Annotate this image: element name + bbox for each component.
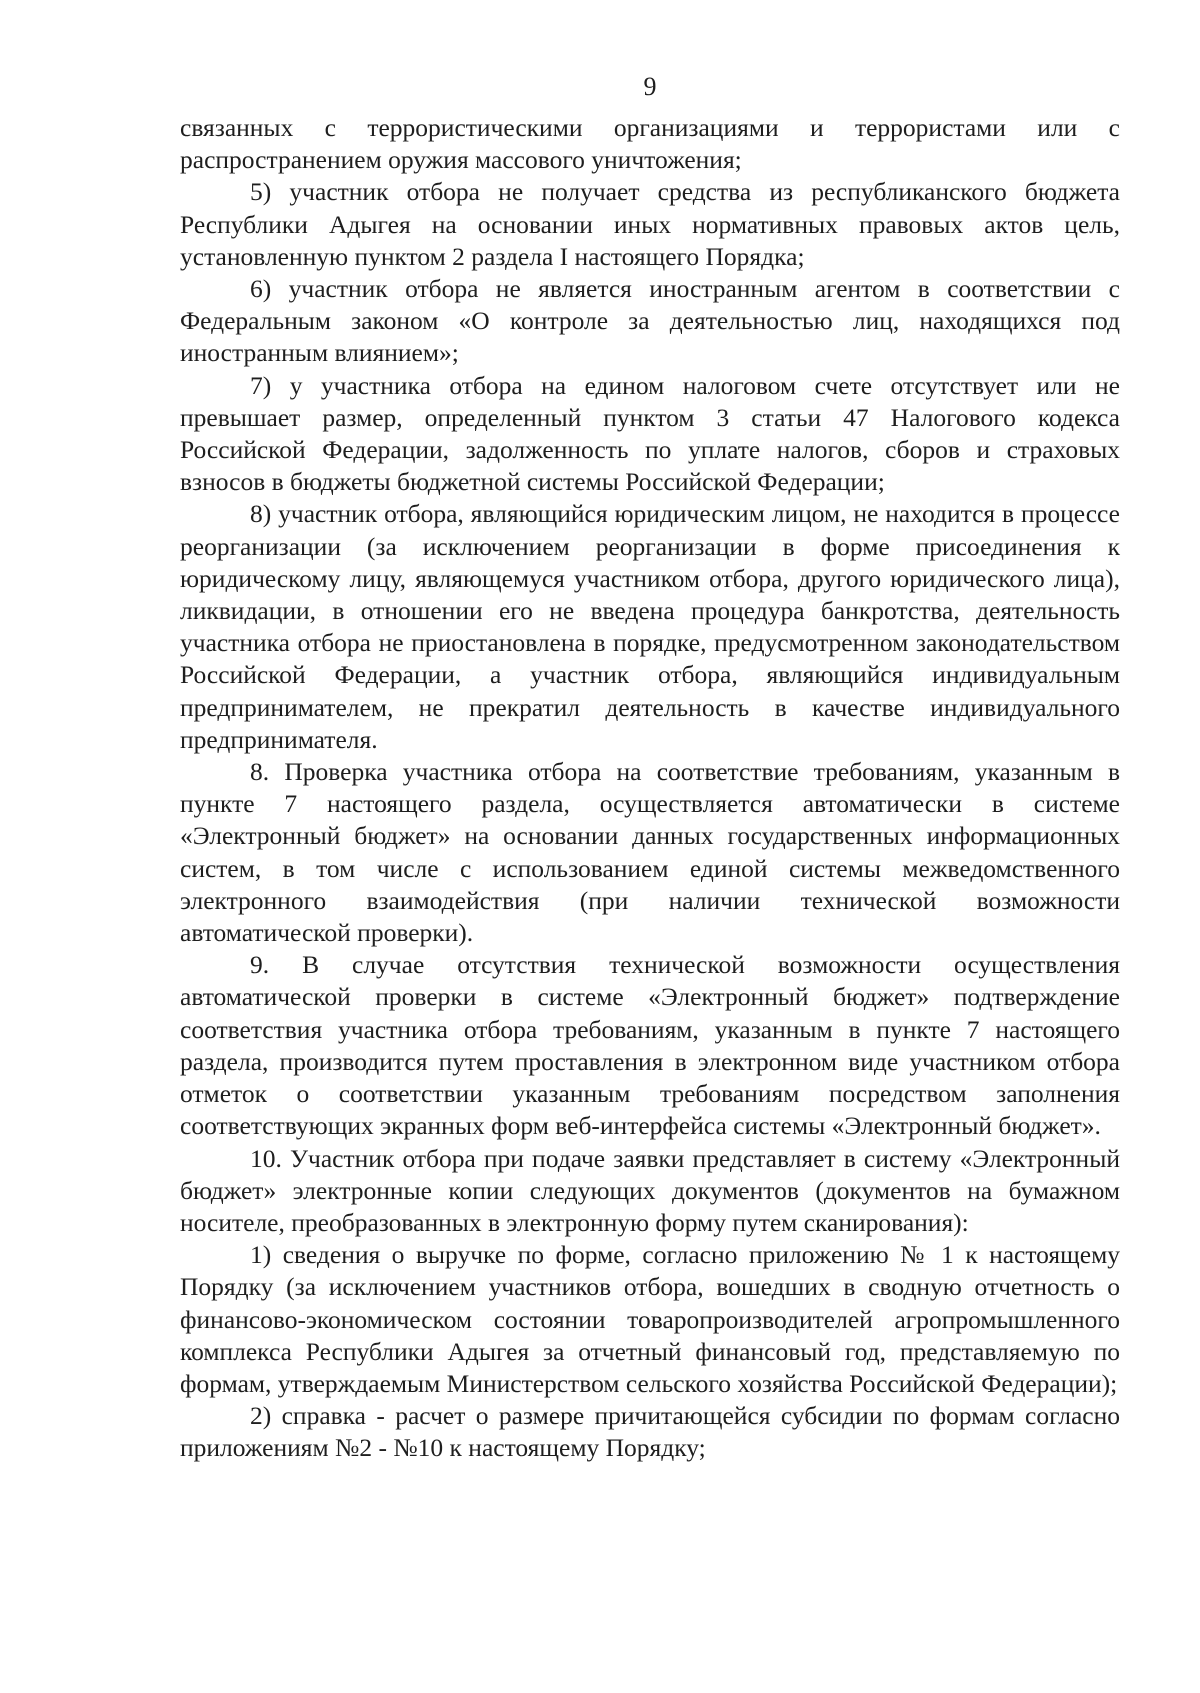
paragraph-item-6: 6) участник отбора не является иностранным агентом в соответствии с Федеральным законом «О контроле за деятельностью лиц, находящихся под иностранным влиянием»; — [180, 274, 1120, 368]
paragraph-item-7: 7) у участника отбора на едином налоговом счете отсутствует или не превышает размер, определенный пунктом 3 статьи 47 Налогового кодекса Российской Федерации, задолженность по уплате налогов, сборов и страховых взносов в бюджеты бюджетной системы Российской Федерации; — [180, 370, 1120, 497]
paragraph-subitem-1: 1) сведения о выручке по форме, согласно приложению № 1 к настоящему Порядку (за исключением участников отбора, вошедших в сводную отчетность о финансово-экономическом состоянии товаропроизводителей агропромышленного комплекса Республики Адыгея за отчетный финансовый год, представляемую по формам, утверждаемым Министерством сельского хозяйства Российской Федерации); — [180, 1240, 1120, 1398]
document-page — [180, 70, 1120, 1465]
paragraph-clause-9: 9. В случае отсутствия технической возможности осуществления автоматической проверки в системе «Электронный бюджет» подтверждение соответствия участника отбора требованиям, указанным в пункте 7 настоящего раздела, производится путем проставления в электронном виде участником отбора отметок о соответствии указанным требованиям посредством заполнения соответствующих экранных форм веб-интерфейса системы «Электронный бюджет». — [180, 950, 1120, 1141]
paragraph-subitem-2: 2) справка - расчет о размере причитающейся субсидии по формам согласно приложениям №2 - №10 к настоящему Порядку; — [180, 1401, 1120, 1463]
paragraph-clause-8: 8. Проверка участника отбора на соответствие требованиям, указанным в пункте 7 настоящего раздела, осуществляется автоматически в системе «Электронный бюджет» на основании данных государственных информационных систем, в том числе с использованием единой системы межведомственного электронного взаимодействия (при наличии технической возможности автоматической проверки). — [180, 757, 1120, 948]
page-number: 9 — [643, 72, 657, 101]
paragraph-item-5: 5) участник отбора не получает средства из республиканского бюджета Республики Адыгея на основании иных нормативных правовых актов цель, установленную пунктом 2 раздела I настоящего Порядка; — [180, 177, 1120, 271]
paragraph-continuation: связанных с террористическими организациями и террористами или с распространением оружия массового уничтожения; — [180, 113, 1120, 175]
paragraph-item-8: 8) участник отбора, являющийся юридическим лицом, не находится в процессе реорганизации (за исключением реорганизации в форме присоединения к юридическому лицу, являющемуся участником отбора, другого юридического лица), ликвидации, в отношении его не введена процедура банкротства, деятельность участника отбора не приостановлена в порядке, предусмотренном законодательством Российской Федерации, а участник отбора, являющийся индивидуальным предпринимателем, не прекратил деятельность в качестве индивидуального предпринимателя. — [180, 499, 1120, 754]
paragraph-clause-10: 10. Участник отбора при подаче заявки представляет в систему «Электронный бюджет» электронные копии следующих документов (документов на бумажном носителе, преобразованных в электронную форму путем сканирования): — [180, 1143, 1120, 1237]
